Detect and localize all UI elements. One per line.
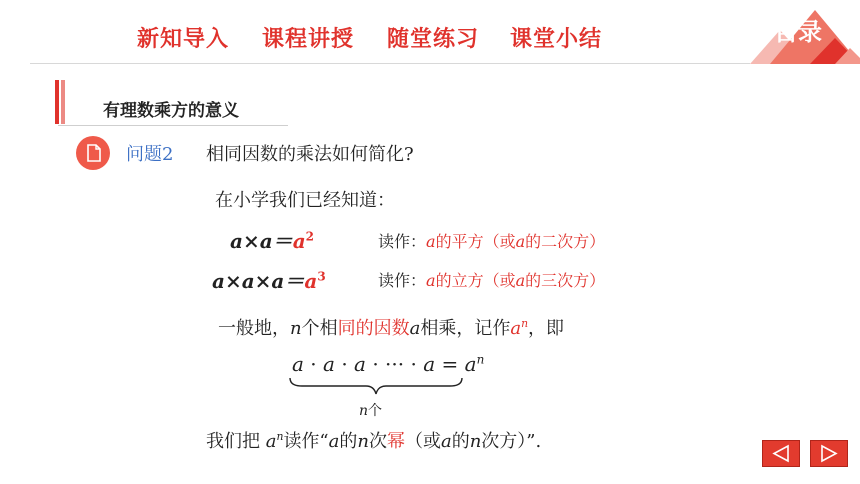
- triangle-right-icon: [811, 441, 847, 466]
- section-accent-bar-light: [61, 80, 65, 124]
- header-divider: [30, 63, 750, 64]
- question-label: 问题2: [126, 144, 174, 165]
- prev-button[interactable]: [762, 440, 800, 467]
- section-underline: [58, 125, 288, 126]
- underbrace: [286, 376, 466, 398]
- nav-tab-intro[interactable]: 新知导入: [137, 27, 230, 52]
- nav-tab-practice[interactable]: 随堂练习: [387, 27, 480, 52]
- nav-tab-lecture[interactable]: 课程讲授: [262, 27, 355, 52]
- nav-tab-summary[interactable]: 课堂小结: [510, 27, 603, 52]
- section-accent-bar: [55, 80, 59, 124]
- general-statement: 一般地，n个相同的因数a相乘，记作$a^n$，即: [218, 317, 565, 339]
- triangle-left-icon: [763, 441, 799, 466]
- reading-cube: 读作：a的立方（或a的三次方）: [378, 271, 606, 290]
- formula-square: $a\times a=a^2$: [230, 229, 315, 253]
- document-icon: [76, 136, 110, 170]
- section-title: 有理数乘方的意义: [103, 101, 239, 121]
- reading-square: 读作：a的平方（或a的二次方）: [378, 232, 606, 251]
- question-text: 相同因数的乘法如何简化?: [206, 144, 414, 165]
- brace-label: n个: [359, 403, 383, 419]
- menu-button[interactable]: 目录: [774, 18, 822, 46]
- product-expression: a · a · a · ··· · $a = a^n$: [292, 352, 485, 376]
- reading-definition: 我们把 $a^n$读作“a的n次幂（或a的n次方）”.: [206, 430, 542, 452]
- intro-text: 在小学我们已经知道：: [215, 190, 395, 211]
- next-button[interactable]: [810, 440, 848, 467]
- formula-cube: $a\times a\times a=a^3$: [212, 269, 326, 293]
